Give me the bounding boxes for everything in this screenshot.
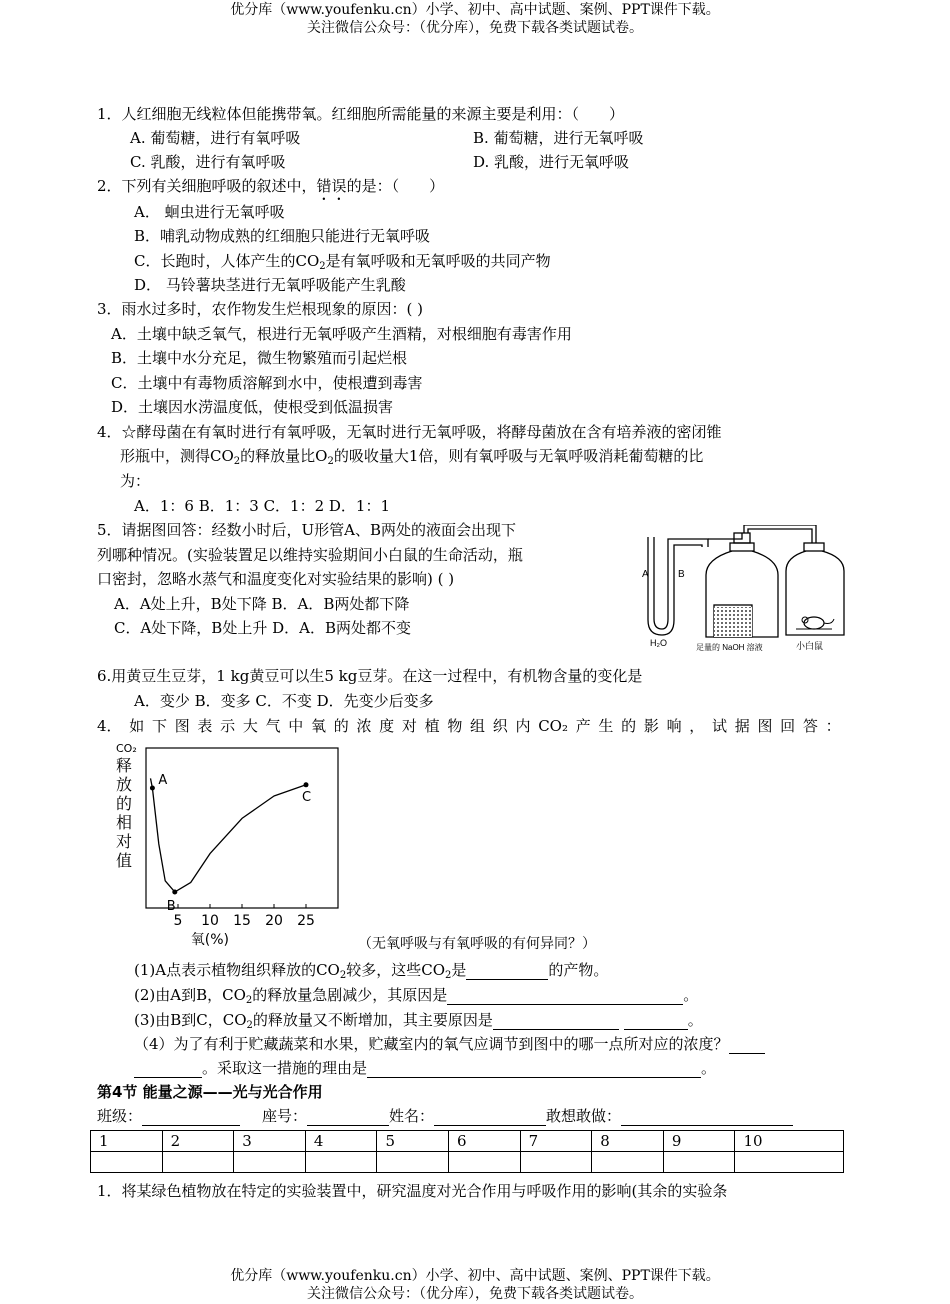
point-a (150, 786, 155, 791)
q4-line-1: 4．☆酵母菌在有氧时进行有氧呼吸，无氧时进行无氧呼吸，将酵母菌放在含有培养液的密闭锥 (97, 423, 722, 441)
answer-table-header: 2 (162, 1131, 234, 1152)
q7-stem-char: 物 (447, 717, 463, 735)
q7-stem-char: 图 (174, 717, 190, 735)
q1-option-c: C. 乳酸，进行有氧呼吸 (130, 153, 286, 171)
x-tick-label: 5 (173, 913, 183, 929)
y-axis-label-char: 对 (116, 832, 133, 851)
q7-stem-char: 表 (197, 717, 213, 735)
answer-cell[interactable] (663, 1152, 735, 1173)
answer-cell[interactable] (305, 1152, 377, 1173)
q7-stem-char: 4． (97, 717, 122, 735)
answer-cell[interactable] (449, 1152, 521, 1173)
q2-option-d: D． 马铃薯块茎进行无氧呼吸能产生乳酸 (134, 276, 406, 294)
header-line-1: 优分库（www.youfenku.cn）小学、初中、高中试题、案例、PPT课件下载。 (230, 2, 720, 18)
answer-cell[interactable] (735, 1152, 844, 1173)
q7-stem-char: 试 (712, 717, 728, 735)
label-naoh: 足量的 NaOH 溶液 (696, 643, 763, 652)
q2-option-c: C．长跑时，人体产生的$CO_2$是有氧呼吸和无氧呼吸的共同产物 (134, 252, 551, 272)
y-axis-label-char: 放 (116, 775, 133, 794)
seat-field[interactable] (307, 1125, 389, 1126)
q7-stem-char: 对 (401, 717, 417, 735)
q7-stem-char: 的 (333, 717, 349, 735)
q7-stem-char: 生 (598, 717, 614, 735)
q1-option-b: B. 葡萄糖，进行无氧呼吸 (473, 129, 644, 147)
x-tick-label: 15 (233, 913, 251, 929)
y-axis-label-char: 的 (116, 794, 133, 813)
q7-stem-char: 图 (757, 717, 773, 735)
answer-table-header: 5 (377, 1131, 449, 1152)
q2-emphasis: 错误 (316, 177, 347, 195)
q2-stem: 2．下列有关细胞呼吸的叙述中，错误的是：（ ） (97, 177, 445, 195)
y-axis-label-char: 释 (116, 756, 133, 775)
point-label: A (158, 773, 168, 788)
q7-stem-char: 气 (265, 717, 281, 735)
answer-table (90, 1130, 844, 1173)
x-tick-label: 10 (201, 913, 219, 929)
point-b (172, 890, 177, 895)
motto-field[interactable] (621, 1125, 793, 1126)
q7-stem-char: 内 (515, 717, 531, 735)
answer-cell[interactable] (91, 1152, 163, 1173)
q7-stem-char: CO₂ (538, 717, 568, 735)
answer-cell[interactable] (520, 1152, 592, 1173)
q5-line-3: 口密封，忽略水蒸气和温度变化对实验结果的影响) ( ) (97, 570, 455, 588)
apparatus-figure (640, 525, 850, 660)
point-label: C (302, 789, 312, 805)
answer-cell[interactable] (377, 1152, 449, 1173)
q7-stem-char: 示 (220, 717, 236, 735)
answer-cell[interactable] (162, 1152, 234, 1173)
header-line-2: 关注微信公众号：（优分库），免费下载各类试题试卷。 (307, 20, 643, 36)
q7-stem-char: 度 (379, 717, 395, 735)
q7-sub-2: (2)由A到B，$CO_2$的释放量急剧减少，其原因是 。 (134, 986, 699, 1006)
q7-stem-char: 答 (802, 717, 818, 735)
answer-cell[interactable] (234, 1152, 306, 1173)
q3-stem: 3．雨水过多时，农作物发生烂根现象的原因：( ) (97, 300, 424, 318)
answer-cell[interactable] (592, 1152, 664, 1173)
answer-table-header: 6 (449, 1131, 521, 1152)
q7-note: （无氧呼吸与有氧呼吸的有何异同？） (358, 936, 596, 952)
q7-stem-char: 植 (424, 717, 440, 735)
point-label: B (166, 899, 176, 914)
q6-stem: 6.用黄豆生豆芽，1 kg黄豆可以生5 kg豆芽。在这一过程中，有机物含量的变化是 (97, 667, 643, 685)
plot-frame (146, 748, 338, 908)
q7-stem-char: 影 (643, 717, 659, 735)
q7-stem-char: 产 (575, 717, 591, 735)
q3-option-c: C．土壤中有毒物质溶解到水中，使根遭到毒害 (111, 374, 423, 392)
label-mouse: 小白鼠 (796, 641, 824, 651)
x-axis-label: 氧(%) (190, 932, 230, 948)
q1-option-d: D. 乳酸，进行无氧呼吸 (473, 153, 630, 171)
answer-table-header: 1 (91, 1131, 163, 1152)
q7-stem-char: 据 (734, 717, 750, 735)
q3-option-b: B．土壤中水分充足，微生物繁殖而引起烂根 (111, 349, 408, 367)
u-tube (648, 537, 708, 635)
x-tick-label: 20 (265, 913, 283, 929)
y-axis-label-char: CO₂ (116, 742, 137, 755)
name-field[interactable] (434, 1125, 546, 1126)
y-axis-label-char: 相 (116, 813, 133, 832)
answer-table-header: 4 (305, 1131, 377, 1152)
q7-sub-4-line-2: 。采取这一措施的理由是 。 (134, 1058, 716, 1078)
info-line: 班级： 座号： 姓名： 敢想敢做： (97, 1106, 793, 1126)
q7-sub-4-line-1: （4）为了有利于贮藏蔬菜和水果，贮藏室内的氧气应调节到图中的哪一点所对应的浓度？ (134, 1034, 765, 1054)
class-field[interactable] (142, 1125, 240, 1126)
q7-stem-char: 的 (621, 717, 637, 735)
q3-option-a: A．土壤中缺乏氧气，根进行无氧呼吸产生酒精，对根细胞有毒害作用 (111, 325, 572, 343)
answer-table-header: 7 (520, 1131, 592, 1152)
q7-stem-char: 织 (492, 717, 508, 735)
q7-stem-char: 组 (470, 717, 486, 735)
q2-option-a: A． 蛔虫进行无氧呼吸 (134, 203, 285, 221)
label-h2o: H₂O (650, 638, 667, 648)
answer-table-header: 10 (735, 1131, 844, 1152)
q7-sub-3: (3)由B到C，$CO_2$的释放量又不断增加，其主要原因是 。 (134, 1011, 703, 1031)
q8-stem: 1．将某绿色植物放在特定的实验装置中，研究温度对光合作用与呼吸作用的影响(其余的实验条 (97, 1182, 728, 1200)
q7-stem-char: 如 (129, 717, 145, 735)
q2-option-b: B．哺乳动物成熟的红细胞只能进行无氧呼吸 (134, 227, 431, 245)
label-a: A (642, 569, 649, 580)
answer-table-header: 8 (592, 1131, 664, 1152)
q7-stem-char: 回 (780, 717, 796, 735)
q5-options-2: C．A处下降，B处上升 D．A．B两处都不变 (114, 619, 411, 637)
q5-line-1: 5．请据图回答：经数小时后，U形管A、B两处的液面会出现下 (97, 521, 517, 539)
series-curve (151, 778, 307, 892)
q4-line-3: 为： (120, 472, 151, 490)
footer-line-2: 关注微信公众号：（优分库），免费下载各类试题试卷。 (307, 1286, 643, 1302)
y-axis-label-char: 值 (116, 851, 133, 870)
q7-stem-char: 浓 (356, 717, 372, 735)
point-c (304, 782, 309, 787)
q7-stem-char: 氧 (311, 717, 327, 735)
answer-table-header: 9 (663, 1131, 735, 1152)
q7-stem (97, 716, 841, 736)
q5-line-2: 列哪种情况。(实验装置足以维持实验期间小白鼠的生命活动，瓶 (97, 546, 523, 564)
x-tick-label: 25 (297, 913, 315, 929)
q4-options: A．1：6 B．1：3 C．1：2 D．1：1 (134, 497, 391, 515)
q7-sub-1: (1)A点表示植物组织释放的$CO_2$较多，这些$CO_2$是 的产物。 (134, 961, 609, 981)
q1-stem: 1．人红细胞无线粒体但能携带氧。红细胞所需能量的来源主要是利用：（ ） (97, 105, 625, 123)
q7-stem-char: ： (825, 717, 841, 735)
q1-option-a: A. 葡萄糖，进行有氧呼吸 (130, 129, 301, 147)
mouse-icon (796, 617, 834, 629)
q7-stem-char: 中 (288, 717, 304, 735)
q3-option-d: D．土壤因水涝温度低，使根受到低温损害 (111, 398, 394, 416)
q7-stem-char: 响 (666, 717, 682, 735)
o2-co2-chart (110, 738, 350, 948)
q7-stem-char: ， (689, 717, 705, 735)
section-title: 第4节 能量之源——光与光合作用 (97, 1083, 323, 1101)
q5-options-1: A．A处上升，B处下降 B．A．B两处都下降 (114, 595, 410, 613)
answer-table-header: 3 (234, 1131, 306, 1152)
q4-line-2: 形瓶中，测得$CO_2$的释放量比$O_2$的吸收量大1倍，则有氧呼吸与无氧呼吸消耗葡萄糖的比 (120, 447, 704, 467)
q6-options: A．变少 B．变多 C．不变 D．先变少后变多 (134, 692, 434, 710)
label-b: B (678, 569, 685, 580)
bottle-mouse (786, 543, 844, 635)
q7-stem-char: 大 (242, 717, 258, 735)
footer-line-1: 优分库（www.youfenku.cn）小学、初中、高中试题、案例、PPT课件下载。 (230, 1268, 720, 1284)
q7-stem-char: 下 (151, 717, 167, 735)
